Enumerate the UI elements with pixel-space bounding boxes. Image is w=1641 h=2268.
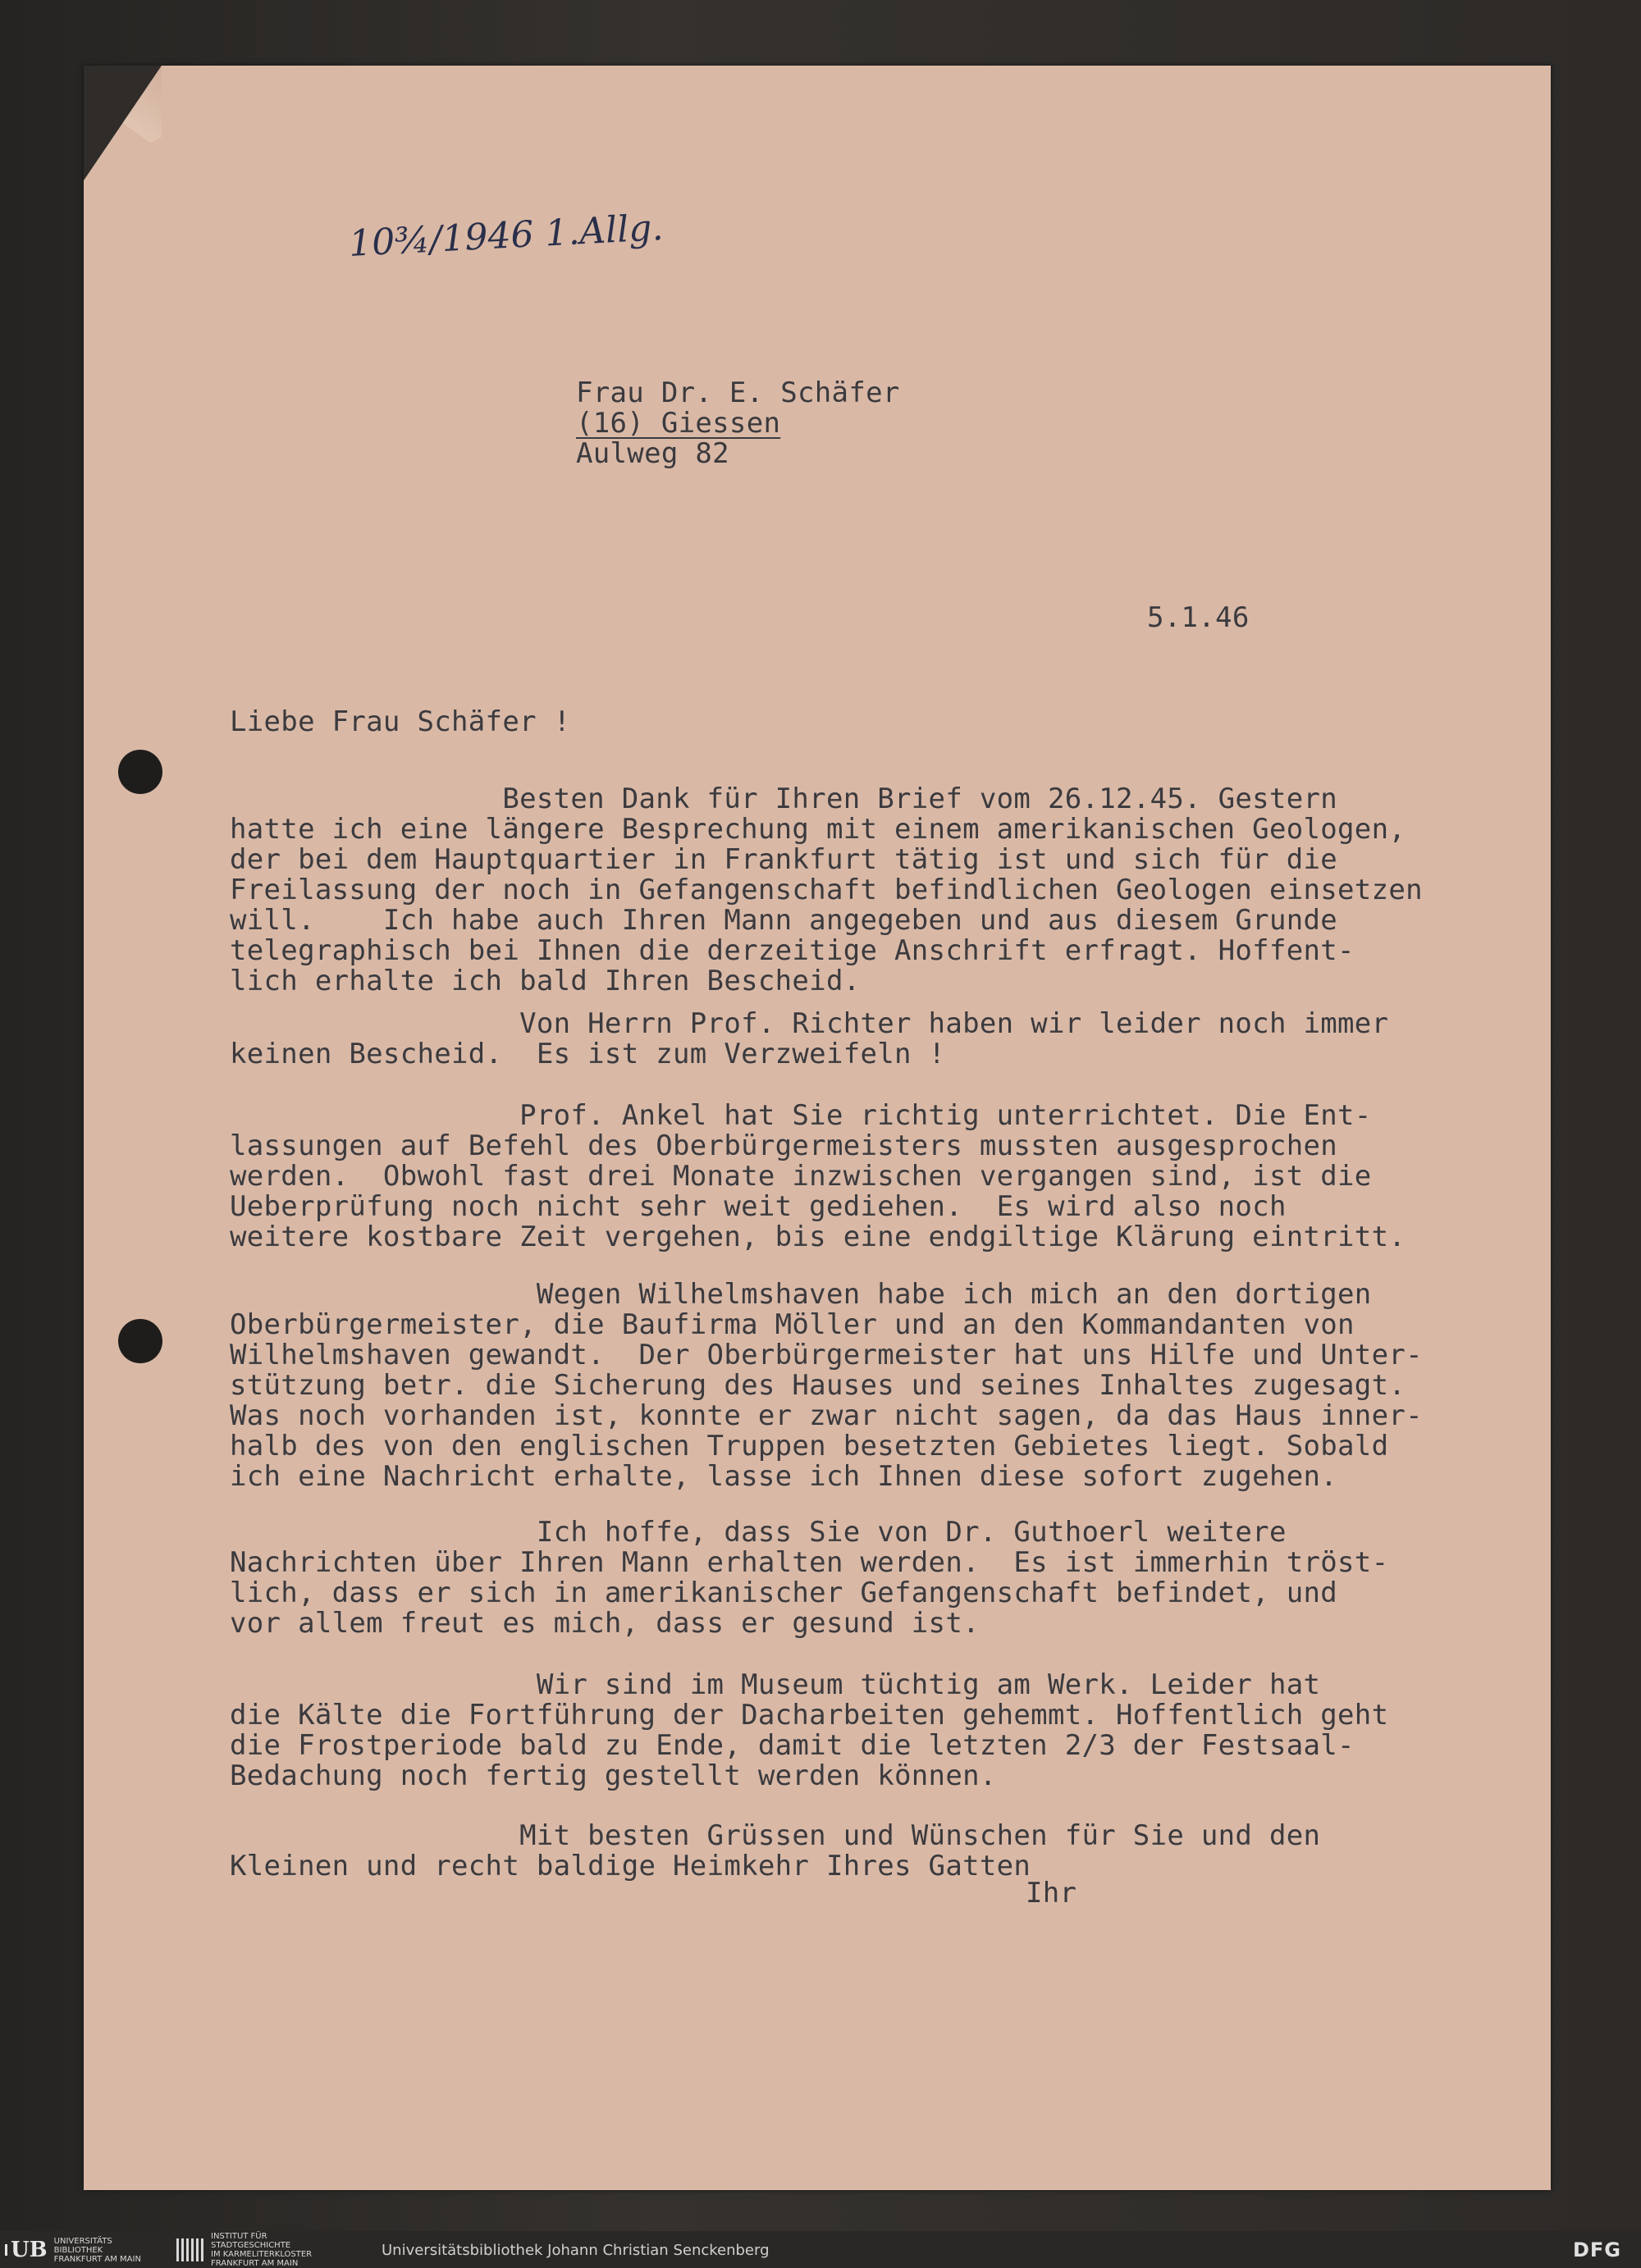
paragraph-7: Mit besten Grüssen und Wünschen für Sie und den Kleinen und recht baldige Heimkehr Ihres Gatten [230,1819,1321,1882]
letter-date: 5.1.46 [1147,601,1250,634]
recipient-name: Frau Dr. E. Schäfer [576,376,900,409]
ub-logo-mark: UB [5,2244,48,2256]
paragraph-5: Ich hoffe, dass Sie von Dr. Guthoerl weitere Nachrichten über Ihren Mann erhalten werden. Es ist immerhin tröst- lich, dass er sich in amerikanischer Gefangenschaft befindet, und vor allem freut es mich, dass er gesund ist. [230,1516,1389,1640]
viewer-footer-bar [0,2231,1641,2268]
isg-logo-icon [176,2238,204,2261]
library-name: Universitätsbibliothek Johann Christian Senckenberg [382,2242,770,2259]
punch-hole [118,750,162,794]
salutation: Liebe Frau Schäfer ! [230,705,571,738]
paragraph-4: Wegen Wilhelmshaven habe ich mich an den dortigen Oberbürgermeister, die Baufirma Möller und an den Kommandanten von Wilhelmshaven gewandt. Der Oberbürgermeister hat uns Hilfe und Unter- stützung betr. die Sicherung des Hauses und seines Inhaltes zugesagt. Was noch vorhanden ist, konnte er zwar nicht sagen, da das Haus inner- halb des von den englischen Truppen besetzten Gebietes liegt. Sobald ich eine Nachricht erhalte, lasse ich Ihnen diese sofort zugehen. [230,1278,1423,1493]
ub-logo[interactable] [5,2238,141,2262]
paragraph-1: Besten Dank für Ihren Brief vom 26.12.45. Gestern hatte ich eine längere Besprechung mit einem amerikanischen Geologen, der bei dem Hauptquartier in Frankfurt tätig ist und sich für die Freilassung der noch in Gefangenschaft befindlichen Geologen einsetzen will. Ich habe auch Ihren Mann angegeben und aus diesem Grunde telegraphisch bei Ihnen die derzeitige Anschrift erfragt. Hoffent- lich erhalte ich bald Ihren Bescheid. [230,783,1423,997]
paragraph-2: Von Herrn Prof. Richter haben wir leider noch immer keinen Bescheid. Es ist zum Verzweifeln ! [230,1007,1389,1070]
recipient-street: Aulweg 82 [576,437,729,470]
recipient-city: (16) Giessen [576,407,781,440]
isg-logo-text: INSTITUT FÜR STADTGESCHICHTE IM KARMELITERKLOSTER FRANKFURT AM MAIN [211,2232,313,2268]
isg-logo[interactable] [176,2232,313,2268]
ub-logo-text: UNIVERSITÄTS BIBLIOTHEK FRANKFURT AM MAIN [53,2236,141,2264]
paragraph-6: Wir sind im Museum tüchtig am Werk. Leider hat die Kälte die Fortführung der Dacharbeiten gehemmt. Hoffentlich geht die Frostperiode bald zu Ende, damit die letzten 2/3 der Festsaal- Bedachung noch fertig gestellt werden können. [230,1668,1389,1792]
closing: Ihr [1026,1877,1077,1910]
paragraph-3: Prof. Ankel hat Sie richtig unterrichtet. Die Ent- lassungen auf Befehl des Oberbürgermeisters mussten ausgesprochen werden. Obwohl fast drei Monate inzwischen vergangen sind, ist die Ueberprüfung noch nicht sehr weit gediehen. Es wird also noch weitere kostbare Zeit vergehen, bis eine endgiltige Klärung eintritt. [230,1099,1406,1253]
punch-hole [118,1319,162,1363]
handwritten-archive-note: 10¾/1946 1.Allg. [347,206,665,266]
dfg-logo[interactable]: DFG [1572,2238,1621,2261]
